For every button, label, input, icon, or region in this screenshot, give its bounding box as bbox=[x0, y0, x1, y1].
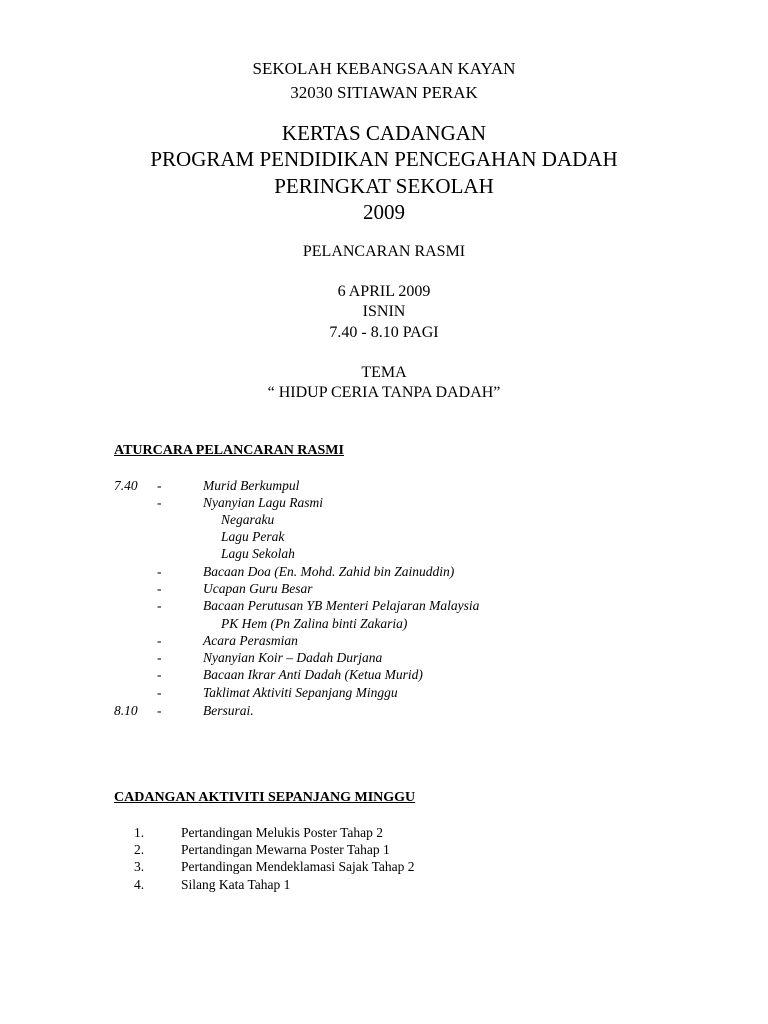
agenda-time: 7.40 bbox=[114, 478, 138, 493]
agenda-dash: - bbox=[157, 633, 162, 648]
theme-label: TEMA bbox=[361, 364, 407, 381]
agenda-row bbox=[0, 581, 768, 598]
agenda-row bbox=[0, 598, 768, 615]
agenda-item: Murid Berkumpul bbox=[203, 478, 300, 493]
school-address: 32030 SITIAWAN PERAK bbox=[290, 83, 478, 102]
agenda-time: 8.10 bbox=[114, 703, 138, 718]
agenda-row bbox=[0, 650, 768, 667]
title-line-1: KERTAS CADANGAN bbox=[281, 121, 487, 145]
agenda-row bbox=[0, 685, 768, 702]
agenda-subitem: Lagu Perak bbox=[221, 529, 285, 544]
list-item bbox=[0, 859, 768, 876]
list-text: Pertandingan Mewarna Poster Tahap 1 bbox=[181, 842, 390, 857]
agenda-heading: ATURCARA PELANCARAN RASMI bbox=[114, 443, 344, 458]
agenda-row bbox=[0, 478, 768, 495]
agenda-row bbox=[0, 512, 768, 529]
agenda-dash: - bbox=[157, 685, 162, 700]
agenda-dash: - bbox=[157, 667, 162, 682]
list-text: Pertandingan Melukis Poster Tahap 2 bbox=[181, 825, 384, 840]
agenda-subitem: Lagu Sekolah bbox=[221, 546, 295, 561]
agenda-dash: - bbox=[157, 495, 162, 510]
agenda-item: Ucapan Guru Besar bbox=[203, 581, 313, 596]
title-year: 2009 bbox=[363, 200, 405, 224]
activities-heading: CADANGAN AKTIVITI SEPANJANG MINGGU bbox=[114, 790, 416, 805]
agenda-row bbox=[0, 546, 768, 563]
agenda-dash: - bbox=[157, 598, 162, 613]
launch-day: ISNIN bbox=[362, 303, 406, 320]
list-item bbox=[0, 825, 768, 842]
agenda-row bbox=[0, 616, 768, 633]
list-item bbox=[0, 842, 768, 859]
agenda-dash: - bbox=[157, 703, 162, 718]
list-number: 2. bbox=[134, 842, 145, 857]
agenda-dash: - bbox=[157, 478, 162, 493]
agenda-item: Nyanyian Koir – Dadah Durjana bbox=[203, 650, 383, 665]
list-number: 4. bbox=[134, 877, 145, 892]
agenda-dash: - bbox=[157, 564, 162, 579]
agenda-row bbox=[0, 633, 768, 650]
launch-date: 6 APRIL 2009 bbox=[337, 283, 431, 300]
agenda-item: Bacaan Ikrar Anti Dadah (Ketua Murid) bbox=[203, 667, 423, 682]
agenda-row bbox=[0, 529, 768, 546]
agenda-item: Nyanyian Lagu Rasmi bbox=[203, 495, 323, 510]
list-number: 3. bbox=[134, 859, 145, 874]
title-line-3: PERINGKAT SEKOLAH bbox=[274, 174, 494, 198]
school-name: SEKOLAH KEBANGSAAN KAYAN bbox=[252, 59, 516, 78]
agenda-subitem: PK Hem (Pn Zalina binti Zakaria) bbox=[221, 616, 408, 631]
agenda-item: Acara Perasmian bbox=[203, 633, 298, 648]
launch-heading: PELANCARAN RASMI bbox=[302, 243, 466, 260]
agenda-item: Bersurai. bbox=[203, 703, 254, 718]
list-item bbox=[0, 877, 768, 894]
agenda-dash: - bbox=[157, 581, 162, 596]
agenda-item: Taklimat Aktiviti Sepanjang Minggu bbox=[203, 685, 398, 700]
agenda-item: Bacaan Doa (En. Mohd. Zahid bin Zainuddin) bbox=[203, 564, 455, 579]
launch-time: 7.40 - 8.10 PAGI bbox=[329, 324, 439, 341]
agenda-item: Bacaan Perutusan YB Menteri Pelajaran Malaysia bbox=[203, 598, 480, 613]
agenda-row bbox=[0, 495, 768, 512]
agenda-row bbox=[0, 667, 768, 684]
agenda-row bbox=[0, 564, 768, 581]
list-text: Silang Kata Tahap 1 bbox=[181, 877, 291, 892]
agenda-dash: - bbox=[157, 650, 162, 665]
list-text: Pertandingan Mendeklamasi Sajak Tahap 2 bbox=[181, 859, 415, 874]
theme-text: “ HIDUP CERIA TANPA DADAH” bbox=[267, 384, 501, 401]
agenda-subitem: Negaraku bbox=[221, 512, 275, 527]
agenda-row bbox=[0, 703, 768, 720]
title-line-2: PROGRAM PENDIDIKAN PENCEGAHAN DADAH bbox=[150, 147, 618, 171]
list-number: 1. bbox=[134, 825, 145, 840]
